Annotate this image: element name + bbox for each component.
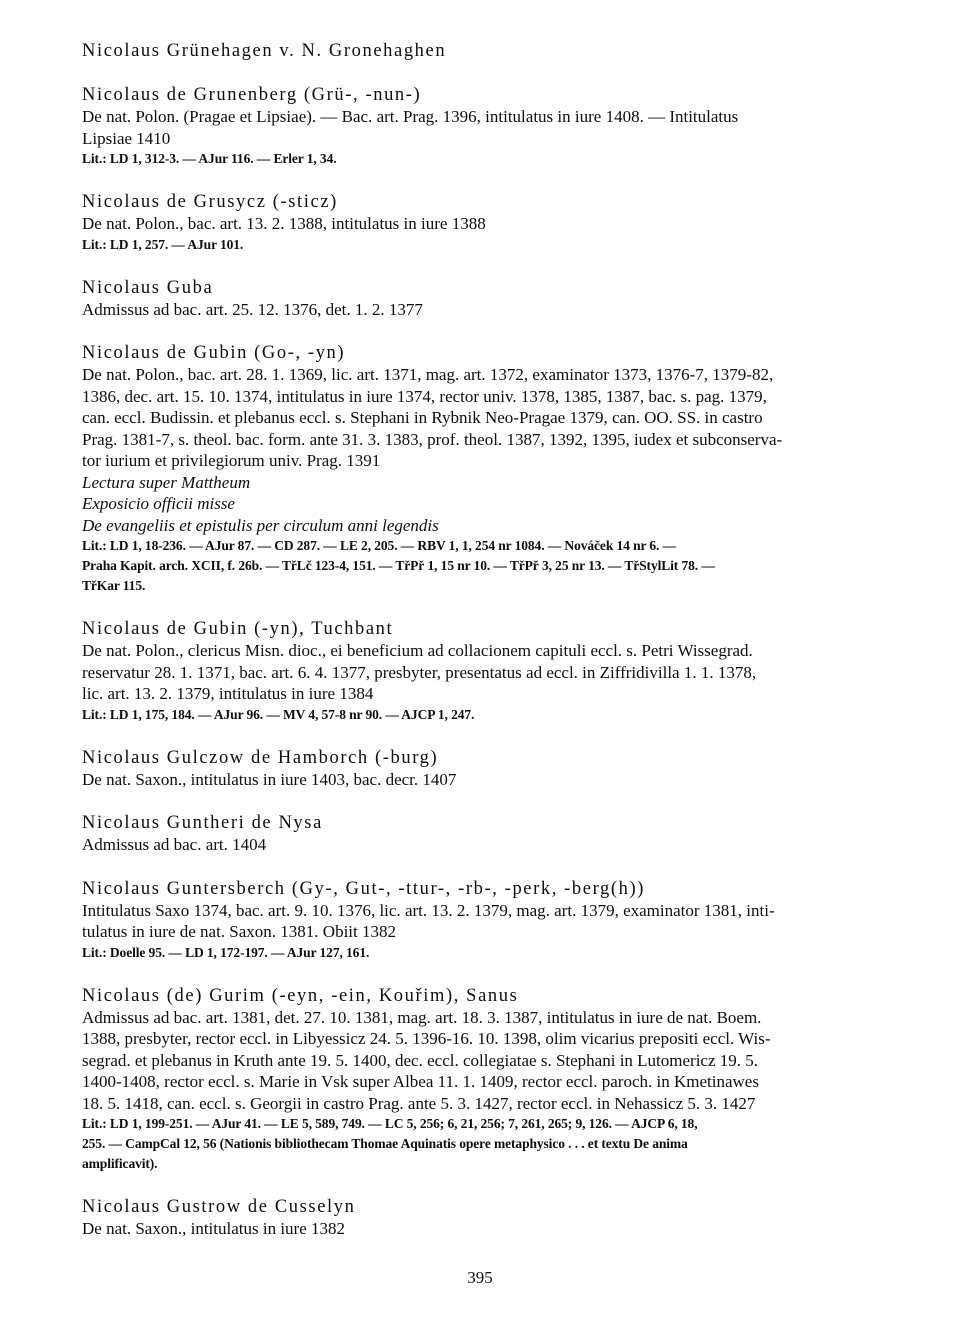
entry: [82, 878, 892, 963]
entry-text-line: De nat. Polon., bac. art. 28. 1. 1369, lic. art. 1371, mag. art. 1372, examinator 1373, 1376-7, 1379-82,: [82, 365, 774, 384]
entry: [82, 277, 892, 321]
entry-heading: Nicolaus Guba: [82, 277, 214, 298]
entry-text-line: Admissus ad bac. art. 1381, det. 27. 10. 1381, mag. art. 18. 3. 1387, intitulatus in iure de nat. Boem.: [82, 1007, 762, 1027]
page-number: 395: [467, 1268, 493, 1287]
literature-line: Lit.: LD 1, 257. — AJur 101.: [82, 236, 244, 252]
literature-line: 255. — CampCal 12, 56 (Nationis bibliothecam Thomae Aquinatis opere metaphysico . . . et textu De anima: [82, 1136, 688, 1151]
entry-heading: Nicolaus Gustrow de Cusselyn: [82, 1197, 356, 1217]
literature-line: Lit.: Doelle 95. — LD 1, 172-197. — AJur 127, 161.: [82, 944, 370, 960]
literature-line: Lit.: LD 1, 175, 184. — AJur 96. — MV 4, 57-8 nr 90. — AJCP 1, 247.: [82, 706, 475, 722]
entry-heading: Nicolaus Gulczow de Hamborch (-burg): [82, 747, 439, 768]
literature-line: Lit.: LD 1, 18-236. — AJur 87. — CD 287. — LE 2, 205. — RBV 1, 1, 254 nr 1084. — Nováček 14 nr 6. —: [82, 538, 677, 553]
entry-text-line: De nat. Saxon., intitulatus in iure 1382: [82, 1219, 345, 1238]
entry-text-line: De nat. Polon., clericus Misn. dioc., ei beneficium ad collacionem capituli eccl. s. Petri Wissegrad.: [82, 641, 753, 660]
entry-text-line: Prag. 1381-7, s. theol. bac. form. ante 31. 3. 1383, prof. theol. 1387, 1392, 1395, iudex et subconserva-: [82, 429, 783, 449]
entry-text-line: Intitulatus Saxo 1374, bac. art. 9. 10. 1376, lic. art. 13. 2. 1379, mag. art. 1379, examinator 1381, inti-: [82, 900, 775, 920]
entry-text-line: can. eccl. Budissin. et plebanus eccl. s. Stephani in Rybnik Neo-Pragae 1379, can. OO. SS. in castro: [82, 408, 763, 427]
literature-line: Lit.: LD 1, 199-251. — AJur 41. — LE 5, 589, 749. — LC 5, 256; 6, 21, 256; 7, 261, 265; 9, 126. — AJCP 6, 18,: [82, 1116, 698, 1131]
entry: [82, 985, 892, 1175]
literature-line: Lit.: LD 1, 312-3. — AJur 116. — Erler 1, 34.: [82, 151, 337, 166]
entry-text-line: tor iurium et privilegiorum univ. Prag. 1391: [82, 451, 381, 470]
entry: [82, 1196, 892, 1240]
entry-text-line: 1386, dec. art. 15. 10. 1374, intitulatus in iure 1374, rector univ. 1378, 1385, 1387, bac. s. pag. 1379,: [82, 386, 767, 406]
entry-text-line: 1400-1408, rector eccl. s. Marie in Vsk super Albea 11. 1. 1409, rector eccl. paroch. in Kmetinawes: [82, 1072, 759, 1091]
work-title: Lectura super Mattheum: [82, 472, 251, 492]
entry-text-line: lic. art. 13. 2. 1379, intitulatus in iure 1384: [82, 684, 374, 703]
page-body: [82, 40, 892, 1262]
literature-line: Praha Kapit. arch. XCII, f. 26b. — TřLč 123-4, 151. — TřPř 1, 15 nr 10. — TřPř 3, 25 nr 13. — TřStylLit 78. —: [82, 558, 715, 573]
entry-text-line: Lipsiae 1410: [82, 128, 171, 148]
entry-heading: Nicolaus Guntersberch (Gy-, Gut-, -ttur-, -rb-, -perk, -berg(h)): [82, 878, 645, 899]
entry-text-line: segrad. et plebanus in Kruth ante 19. 5. 1400, dec. eccl. collegiatae s. Stephani in Lutomericz 19. 5.: [82, 1050, 759, 1070]
entry: [82, 191, 892, 255]
entry-text-line: De nat. Polon., bac. art. 13. 2. 1388, intitulatus in iure 1388: [82, 214, 486, 233]
work-title: De evangeliis et epistulis per circulum anni legendis: [82, 515, 439, 535]
entry-heading: Nicolaus (de) Gurim (-eyn, -ein, Kouřim), Sanus: [82, 985, 519, 1006]
entry-heading: Nicolaus de Gubin (Go-, -yn): [82, 343, 346, 363]
entry: [82, 40, 892, 62]
entry-text-line: reservatur 28. 1. 1371, bac. art. 6. 4. 1377, presbyter, presentatus ad eccl. in Ziffridivilla 1. 1. 1378,: [82, 662, 757, 682]
entry-heading: Nicolaus de Grusycz (-sticz): [82, 192, 338, 212]
literature-line: amplificavit).: [82, 1156, 158, 1171]
work-title: Exposicio officii misse: [82, 494, 235, 513]
entry: [82, 812, 892, 856]
entry: [82, 84, 892, 169]
entry-text-line: Admissus ad bac. art. 1404: [82, 835, 267, 854]
entry-heading: Nicolaus Grünehagen v. N. Gronehaghen: [82, 41, 447, 61]
entry-heading: Nicolaus Guntheri de Nysa: [82, 813, 323, 833]
entry: [82, 747, 892, 791]
entry-text-line: tulatus in iure de nat. Saxon. 1381. Obiit 1382: [82, 922, 396, 941]
entry: [82, 342, 892, 596]
literature-line: TřKar 115.: [82, 578, 146, 593]
entry-heading: Nicolaus de Gubin (-yn), Tuchbant: [82, 619, 394, 639]
entry-text-line: Admissus ad bac. art. 25. 12. 1376, det. 1. 2. 1377: [82, 299, 423, 319]
entry-text-line: 1388, presbyter, rector eccl. in Libyessicz 24. 5. 1396-16. 10. 1398, olim vicarius prepositi eccl. Wis-: [82, 1029, 771, 1048]
entry: [82, 618, 892, 725]
entry-text-line: 18. 5. 1418, can. eccl. s. Georgii in castro Prag. ante 5. 3. 1427, rector eccl. in Nehassicz 5. 3. 1427: [82, 1093, 756, 1113]
entry-text-line: De nat. Saxon., intitulatus in iure 1403, bac. decr. 1407: [82, 769, 457, 789]
entry-heading: Nicolaus de Grunenberg (Grü-, -nun-): [82, 85, 422, 105]
entry-text-line: De nat. Polon. (Pragae et Lipsiae). — Bac. art. Prag. 1396, intitulatus in iure 1408. — Intitulatus: [82, 107, 739, 126]
